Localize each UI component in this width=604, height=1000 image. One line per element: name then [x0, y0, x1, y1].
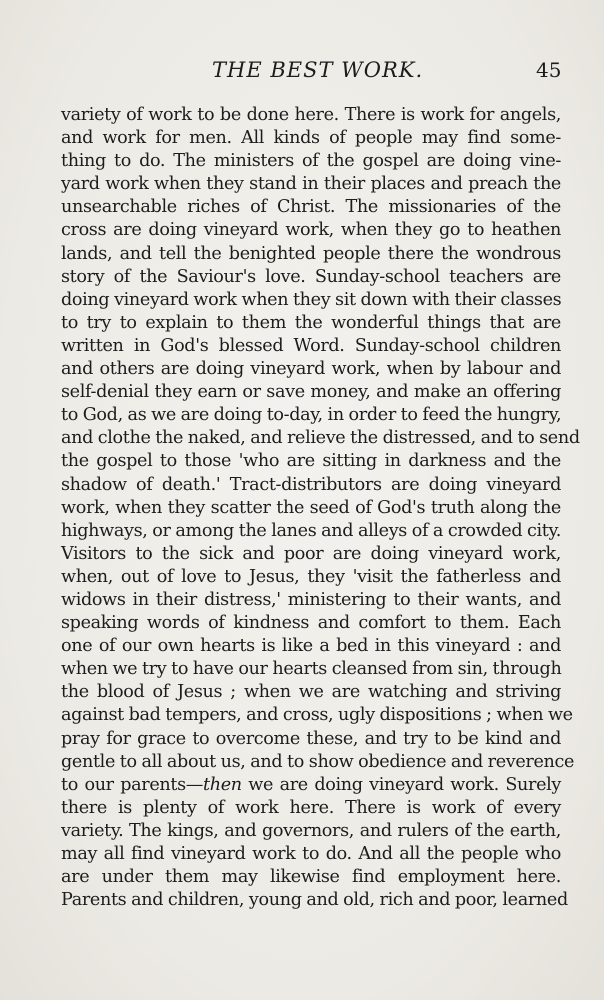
text-line: there is plenty of work here. There is work of every	[61, 797, 561, 818]
text-line: self-denial they earn or save money, and make an offering	[61, 382, 561, 403]
text-line: story of the Saviour's love. Sunday-school teachers are	[61, 266, 561, 287]
text-line: speaking words of kindness and comfort to them. Each	[61, 613, 561, 634]
text-line: highways, or among the lanes and alleys of a crowded city.	[61, 520, 561, 541]
body-text	[61, 104, 580, 912]
text-line: written in God's blessed Word. Sunday-school children	[61, 335, 561, 356]
text-line: cross are doing vineyard work, when they go to heathen	[61, 220, 561, 241]
text-line: may all find vineyard work to do. And all the people who	[61, 844, 561, 864]
text-line: lands, and tell the benighted people there the wondrous	[61, 243, 561, 264]
text-line: one of our own hearts is like a bed in this vineyard : and	[61, 636, 561, 657]
text-line: unsearchable riches of Christ. The missionaries of the	[61, 197, 561, 218]
text-line: work, when they scatter the seed of God's truth along the	[61, 497, 561, 518]
page-header	[0, 58, 604, 88]
text-line: are under them may likewise find employment here.	[61, 867, 561, 888]
text-line: the gospel to those 'who are sitting in darkness and the	[61, 451, 561, 472]
text-line: pray for grace to overcome these, and try to be kind and	[61, 728, 561, 749]
text-line: when we try to have our hearts cleansed from sin, through	[61, 659, 562, 680]
text-line: thing to do. The ministers of the gospel are doing vine-	[61, 151, 561, 172]
italic-word: then	[203, 774, 242, 795]
text-line: yard work when they stand in their places and preach the	[61, 174, 561, 195]
text-line: against bad tempers, and cross, ugly dispositions ; when we	[61, 705, 573, 726]
running-title: THE BEST WORK.	[212, 58, 424, 82]
text-line-start: to our parents—	[61, 774, 204, 795]
text-line-end: we are doing vineyard work. Surely	[241, 774, 561, 795]
text-line: variety. The kings, and governors, and rulers of the earth,	[61, 820, 561, 841]
text-line: to God, as we are doing to-day, in order to feed the hungry,	[61, 405, 562, 426]
text-line: doing vineyard work when they sit down with their classes	[61, 289, 562, 310]
text-line-mixed	[61, 774, 561, 797]
text-line: to try to explain to them the wonderful things that are	[61, 312, 561, 333]
text-line: gentle to all about us, and to show obedience and reverence	[61, 751, 575, 772]
text-line: and work for men. All kinds of people may find some-	[61, 128, 561, 149]
text-line: the blood of Jesus ; when we are watching and striving	[61, 682, 561, 703]
text-line: Visitors to the sick and poor are doing vineyard work,	[61, 543, 561, 564]
page-number: 45	[536, 58, 562, 82]
text-line: when, out of love to Jesus, they 'visit the fatherless and	[61, 566, 561, 587]
text-line: variety of work to be done here. There is work for angels,	[61, 105, 561, 125]
text-line: shadow of death.' Tract-distributors are doing vineyard	[61, 474, 561, 495]
text-line: and clothe the naked, and relieve the distressed, and to send	[61, 428, 580, 449]
text-line: and others are doing vineyard work, when by labour and	[61, 359, 561, 380]
text-line: Parents and children, young and old, rich and poor, learned	[61, 890, 568, 911]
text-line: widows in their distress,' ministering to their wants, and	[61, 589, 561, 610]
